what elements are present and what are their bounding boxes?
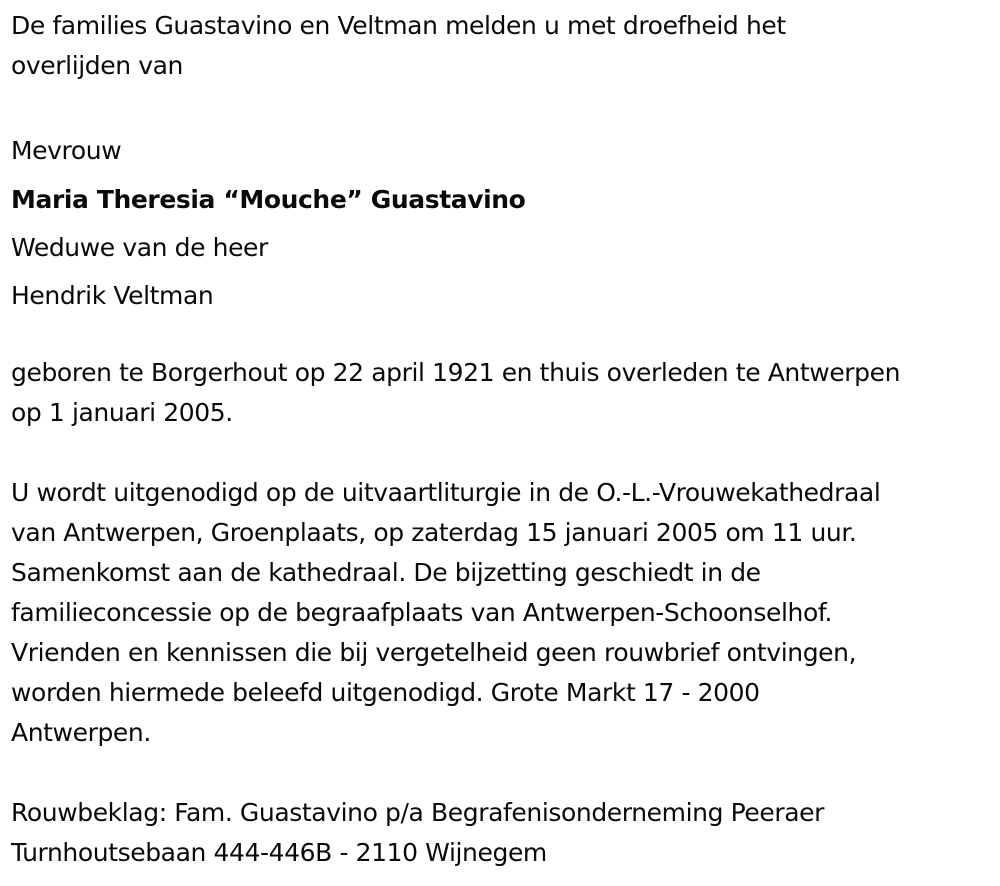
title-text: Mevrouw xyxy=(11,136,122,165)
service-line: Antwerpen. xyxy=(11,718,151,747)
service-line: U wordt uitgenodigd op de uitvaartliturgie in de O.-L.-Vrouwekathedraal xyxy=(11,478,881,507)
intro-paragraph xyxy=(11,6,996,86)
service-line: van Antwerpen, Groenplaats, op zaterdag 15 januari 2005 om 11 uur. xyxy=(11,518,857,547)
birth-death-line: op 1 januari 2005. xyxy=(11,398,233,427)
birth-death-line: geboren te Borgerhout op 22 april 1921 en thuis overleden te Antwerpen xyxy=(11,358,901,387)
service-line: familieconcessie op de begraafplaats van Antwerpen-Schoonselhof. xyxy=(11,598,832,627)
service-line: worden hiermede beleefd uitgenodigd. Grote Markt 17 - 2000 xyxy=(11,678,760,707)
condolence-paragraph xyxy=(11,793,996,873)
death-announcement xyxy=(11,0,996,873)
service-line: Samenkomst aan de kathedraal. De bijzetting geschiedt in de xyxy=(11,558,761,587)
condolence-line: Turnhoutsebaan 444-446B - 2110 Wijnegem xyxy=(11,838,547,867)
widow-of-text: Weduwe van de heer xyxy=(11,233,268,262)
service-line: Vrienden en kennissen die bij vergetelheid geen rouwbrief ontvingen, xyxy=(11,638,857,667)
intro-line: De families Guastavino en Veltman melden u met droefheid het xyxy=(11,11,786,40)
intro-line: overlijden van xyxy=(11,51,183,80)
service-paragraph xyxy=(11,473,996,753)
condolence-line: Rouwbeklag: Fam. Guastavino p/a Begrafenisonderneming Peeraer xyxy=(11,798,825,827)
birth-death-paragraph xyxy=(11,353,996,433)
deceased-name: Maria Theresia “Mouche” Guastavino xyxy=(11,185,526,214)
spouse-name: Hendrik Veltman xyxy=(11,281,214,310)
